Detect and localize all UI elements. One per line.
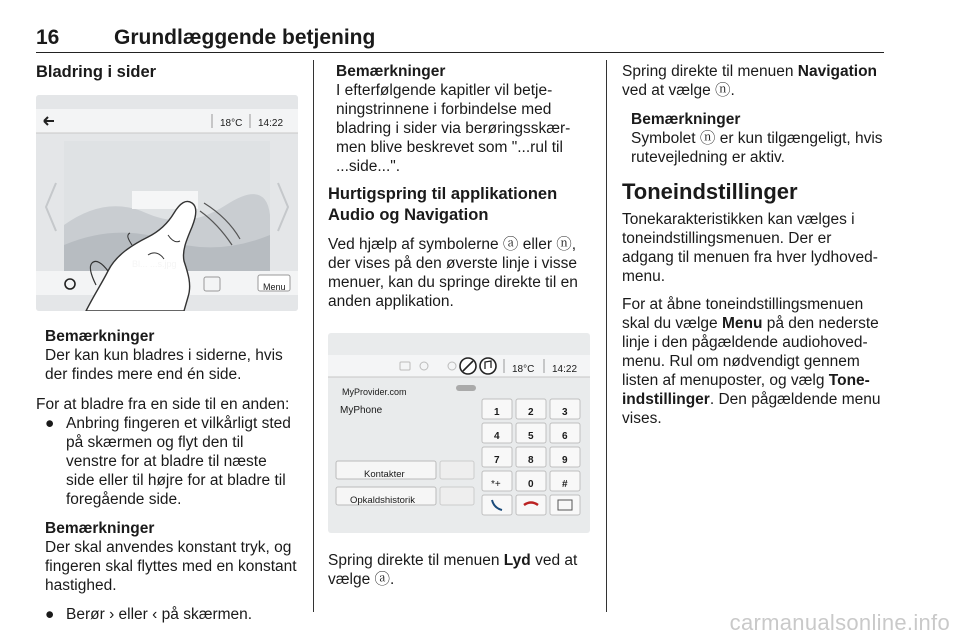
keypad-key: 2 (528, 407, 534, 418)
contacts-button: Kontakter (364, 469, 405, 480)
paragraph-text: Spring direkte til menuen (622, 63, 794, 80)
keypad-key: # (562, 479, 568, 490)
note-box (328, 62, 590, 176)
page-swipe-illustration (36, 95, 298, 311)
paragraph (328, 551, 590, 589)
keypad-key: 6 (562, 431, 568, 442)
section-heading: Hurtigspring til applikationen Audio og Navigation (328, 185, 558, 224)
paragraph: Ved hjælp af symbolerne ⓐ eller ⓝ, der vises på den øverste linje i visse menuer, kan du springe direkte til en anden applikation. (328, 236, 578, 310)
phone-provider: MyProvider.com (342, 387, 407, 397)
paragraph-text: ved at vælge ⓐ. (328, 552, 578, 588)
screen-temperature: 18°C (512, 364, 535, 375)
bullet-icon: ● (45, 606, 55, 623)
note-title: Bemærkninger (336, 63, 446, 80)
paragraph (622, 62, 886, 100)
screen-image-caption: Bl... ...s.jpg (132, 259, 177, 269)
note-text: Der kan kun bladres i siderne, hvis der findes mere end én side. (45, 347, 283, 383)
note-box (36, 327, 298, 384)
phone-screen-illustration (328, 333, 590, 533)
phone-name: MyPhone (340, 405, 383, 416)
note-text: Symbolet ⓝ er kun tilgængeligt, hvis rutevejledning er aktiv. (631, 130, 883, 166)
bullet-text: på skærmen. (161, 606, 253, 623)
paragraph-text: på den nederste linje i den pågældende audiohoved-menu. Rul om nødvendigt gennem listen af menuposter, og vælg (622, 315, 879, 389)
section-heading: Toneindstillinger (622, 179, 798, 204)
column-1 (36, 62, 298, 624)
screen-time: 14:22 (552, 364, 578, 375)
menu-name: Lyd (503, 552, 531, 569)
bullet-item (36, 414, 298, 509)
note-box (36, 519, 298, 595)
bullet-icon: ● (45, 415, 55, 432)
screen-menu-button: Menu (263, 282, 286, 292)
paragraph (622, 295, 886, 428)
keypad-key: 5 (528, 431, 534, 442)
note-title: Bemærkninger (45, 520, 155, 537)
page-title: Grundlæggende betjening (114, 26, 376, 49)
keypad-key: 7 (494, 455, 500, 466)
keypad-key: 4 (494, 431, 500, 442)
keypad-key: *+ (491, 479, 501, 490)
keypad-key: 0 (528, 479, 534, 490)
paragraph: For at bladre fra en side til en anden: (36, 396, 290, 413)
chevron-right-icon: › (109, 606, 115, 623)
menu-name: Tone-indstillinger (622, 372, 870, 408)
menu-name: Menu (721, 315, 763, 332)
note-text: I efterfølgende kapitler vil betje-ningstrinnene i forbindelse med bladring i sider via berøringsskær-men blive beskrevet som "...rul til ...side...". (336, 82, 571, 175)
keypad-key: 1 (494, 407, 500, 418)
note-title: Bemærkninger (631, 111, 741, 128)
page-header (36, 26, 884, 53)
paragraph-text: . Den pågældende menu vises. (622, 391, 881, 427)
paragraph-text: ved at vælge ⓝ. (622, 82, 735, 99)
column-divider (313, 60, 314, 612)
watermark: carmanualsonline.info (729, 610, 950, 635)
call-history-button: Opkaldshistorik (350, 495, 415, 506)
column-3 (622, 62, 886, 428)
paragraph-text: Spring direkte til menuen (328, 552, 500, 569)
chevron-left-icon: ‹ (152, 606, 158, 623)
paragraph: Tonekarakteristikken kan vælges i toneindstillingsmenuen. Der er adgang til menuen fra hver lydhoved-menu. (622, 211, 878, 285)
menu-name: Navigation (797, 63, 878, 80)
paragraph-text: For at åbne toneindstillingsmenuen skal du vælge (622, 296, 864, 332)
screen-temperature: 18°C (220, 118, 243, 129)
bullet-text: eller (118, 606, 148, 623)
note-box (622, 110, 886, 167)
bullet-text: Berør (66, 606, 105, 623)
note-text: Der skal anvendes konstant tryk, og fingeren skal flyttes med en konstant hastighed. (45, 539, 297, 594)
note-title: Bemærkninger (45, 328, 155, 345)
section-heading: Bladring i sider (36, 63, 157, 81)
bullet-item (36, 605, 298, 624)
column-2 (328, 62, 590, 589)
column-divider (606, 60, 607, 612)
keypad-key: 8 (528, 455, 534, 466)
page-number: 16 (36, 26, 60, 49)
keypad-key: 3 (562, 407, 568, 418)
screen-time: 14:22 (258, 118, 284, 129)
keypad-key: 9 (562, 455, 568, 466)
bullet-text: Anbring fingeren et vilkårligt sted på skærmen og flyt den til venstre for at bladre til næste side eller til højre for at bladre til foregående side. (66, 415, 291, 508)
